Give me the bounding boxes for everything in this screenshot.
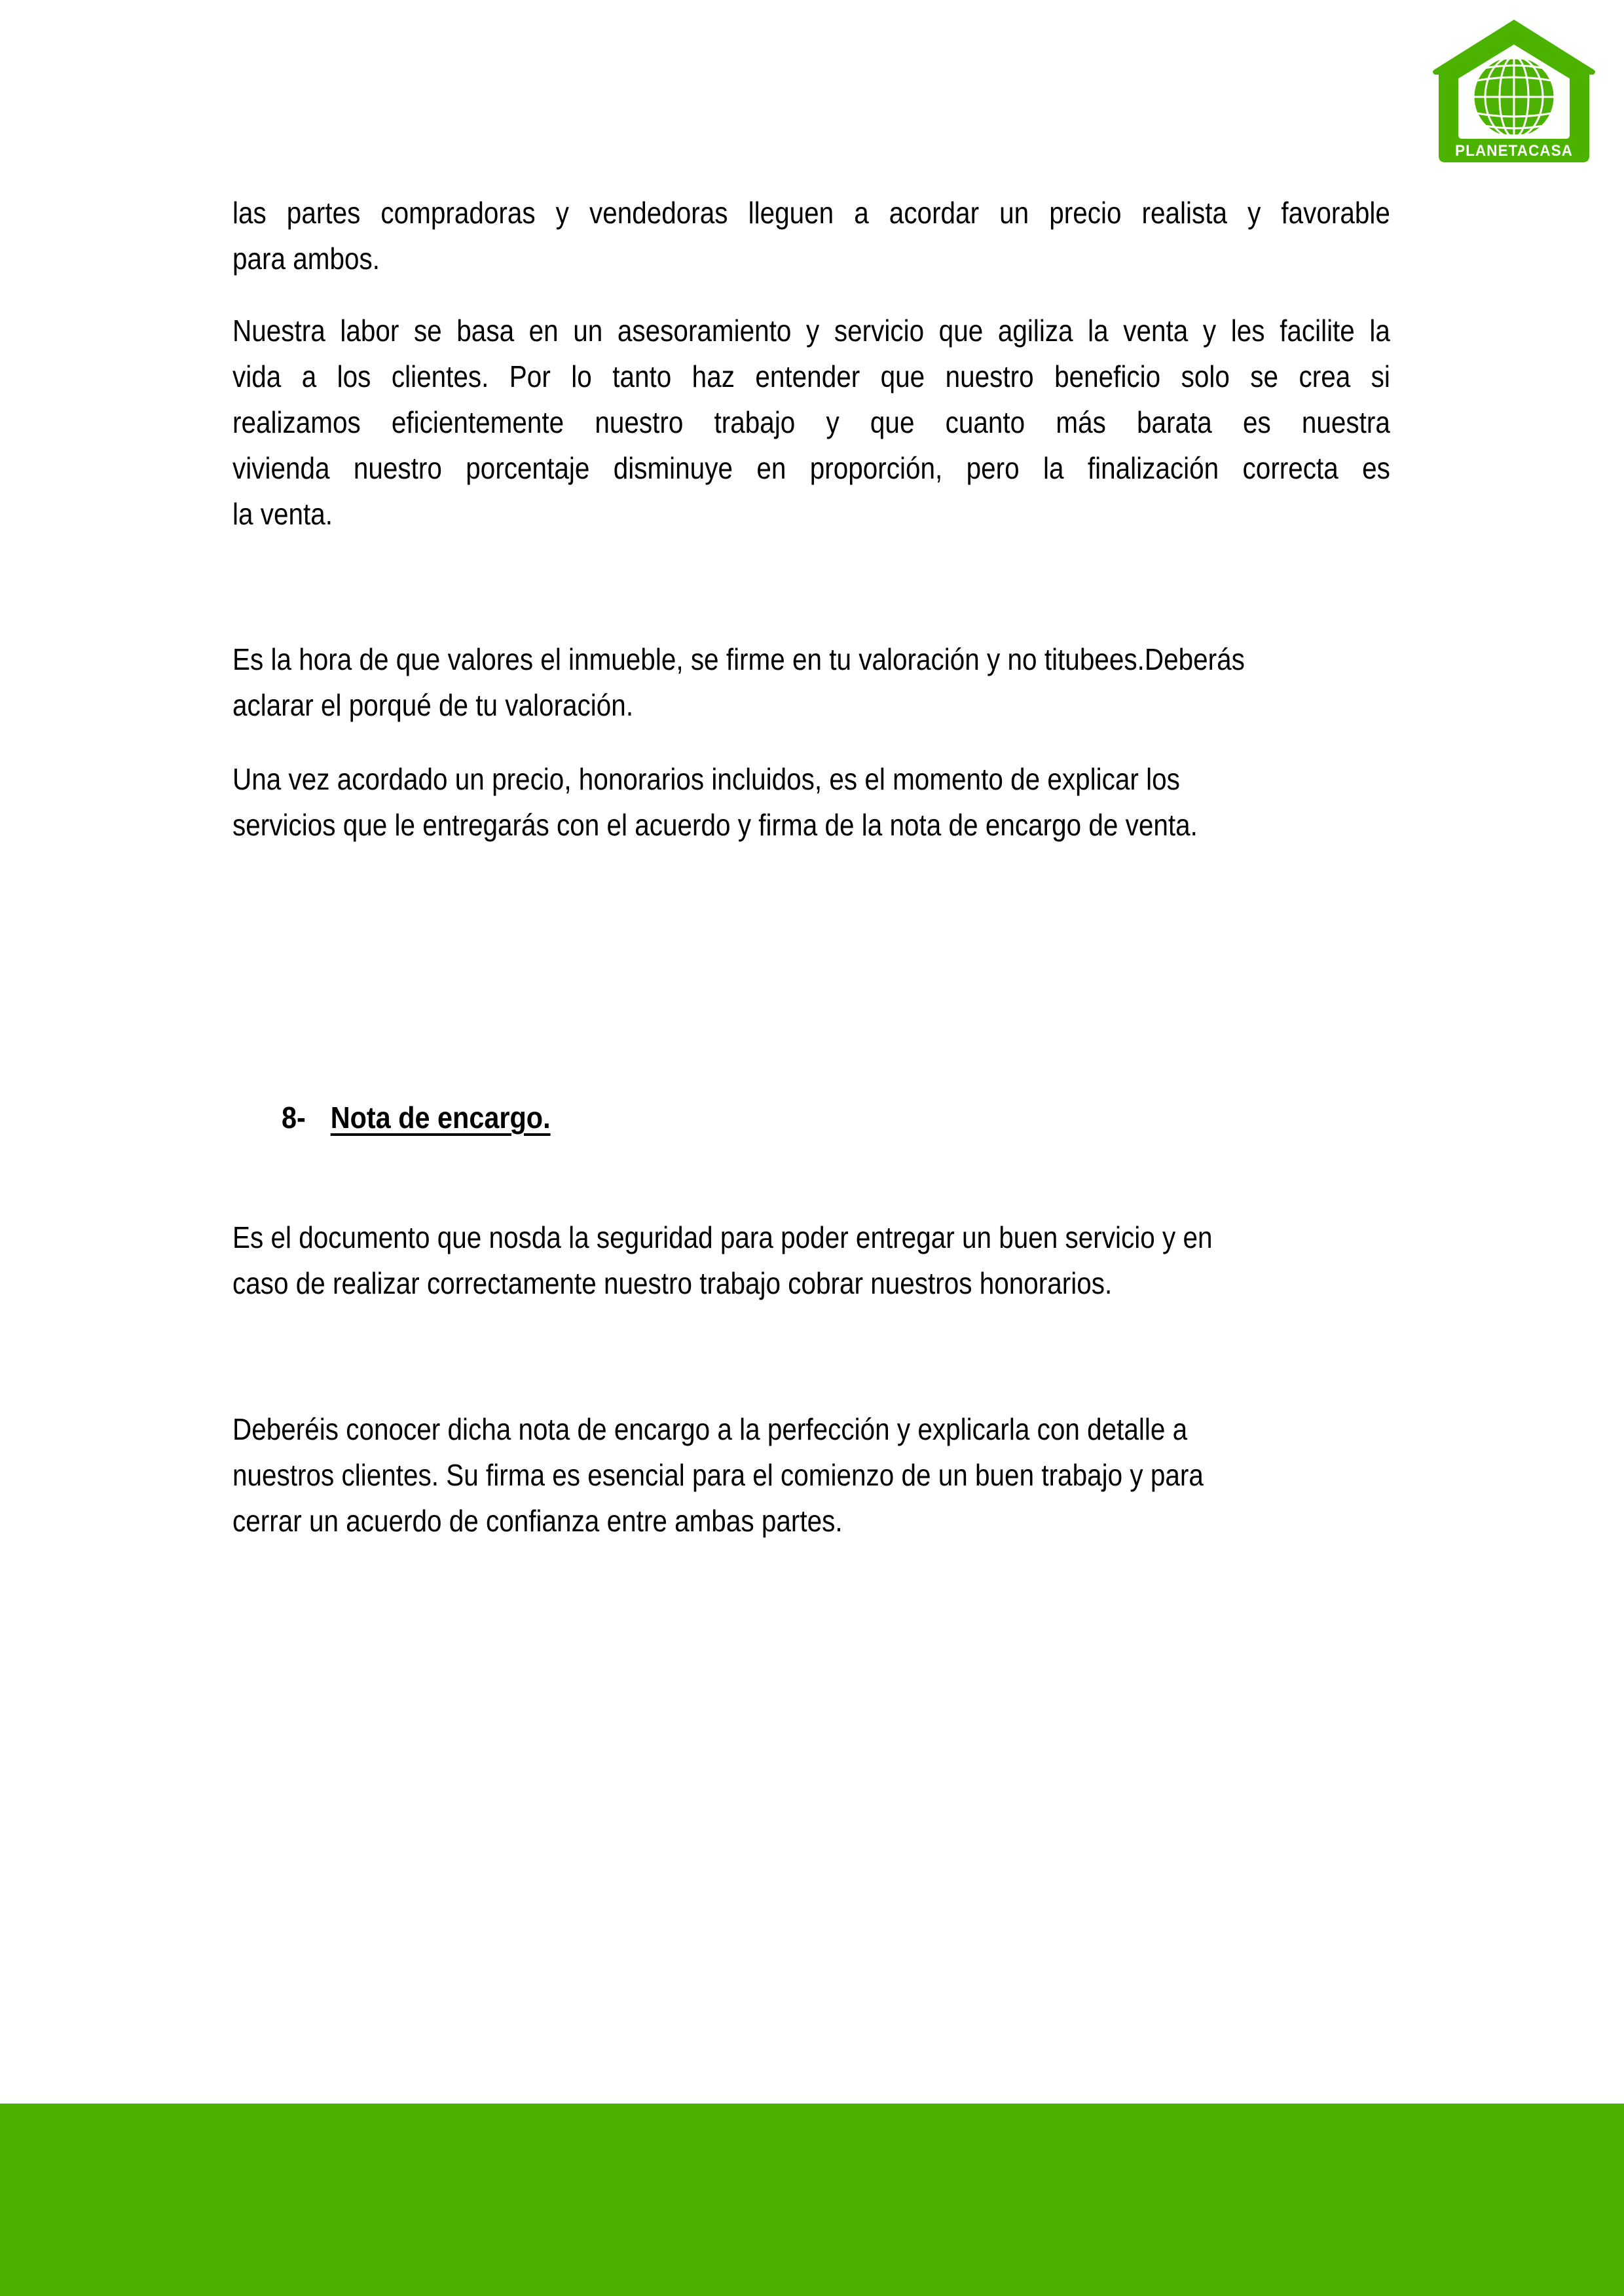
text-line: la venta.: [232, 497, 333, 531]
text-line: vida a los clientes. Por lo tanto haz entender que nuestro beneficio solo se crea si: [232, 359, 1390, 393]
text-line: Nuestra labor se basa en un asesoramiento y servicio que agiliza la venta y les facilite la: [232, 314, 1390, 348]
section-title: Nota de encargo.: [330, 1101, 551, 1135]
text-line: aclarar el porqué de tu valoración.: [232, 688, 634, 722]
text-line: caso de realizar correctamente nuestro trabajo cobrar nuestros honorarios.: [232, 1266, 1113, 1300]
text-line: para ambos.: [232, 242, 380, 276]
text-line: vivienda nuestro porcentaje disminuye en proporción, pero la finalización correcta es: [232, 451, 1390, 485]
text-line: Una vez acordado un precio, honorarios incluidos, es el momento de explicar los: [232, 762, 1180, 796]
text-line: Es la hora de que valores el inmueble, se firme en tu valoración y no titubees.Deberás: [232, 642, 1245, 676]
text-line: las partes compradoras y vendedoras lleguen a acordar un precio realista y favorable: [232, 196, 1390, 230]
text-line: Deberéis conocer dicha nota de encargo a la perfección y explicarla con detalle a: [232, 1412, 1188, 1446]
text-line: servicios que le entregarás con el acuerdo y firma de la nota de encargo de venta.: [232, 808, 1198, 842]
text-line: realizamos eficientemente nuestro trabajo y que cuanto más barata es nuestra: [232, 405, 1390, 439]
globe-icon: [1473, 56, 1555, 137]
text-line: cerrar un acuerdo de confianza entre ambas partes.: [232, 1504, 843, 1538]
text-line: Es el documento que nosda la seguridad para poder entregar un buen servicio y en: [232, 1220, 1213, 1254]
section-heading: [282, 1095, 551, 1140]
logo-text: PLANETACASA: [1455, 142, 1573, 160]
planetacasa-logo: [1430, 18, 1598, 164]
text-line: nuestros clientes. Su firma es esencial para el comienzo de un buen trabajo y para: [232, 1458, 1204, 1492]
section-number: 8-: [282, 1101, 306, 1135]
footer-band: [0, 2104, 1624, 2296]
